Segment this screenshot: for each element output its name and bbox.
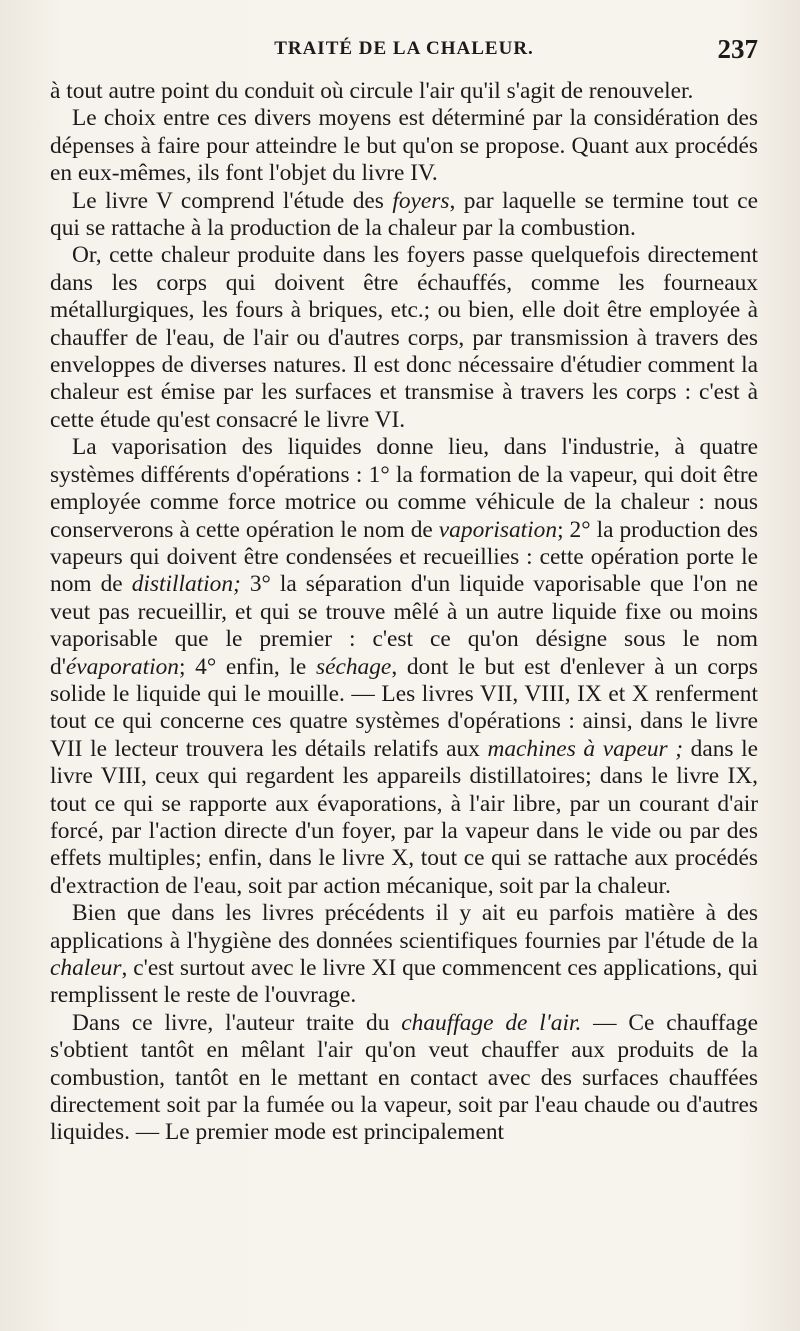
paragraph <box>50 78 758 105</box>
text-run: Le livre V comprend l'étude des <box>72 187 393 214</box>
italic-text: évaporation <box>65 653 179 680</box>
text-run: Le choix entre ces divers moyens est déterminé par la considération des dépenses à faire pour atteindre le but qu'on se propose. Quant aux procédés en eux-mêmes, ils font l'objet du livre IV. <box>50 105 758 187</box>
italic-text: foyers <box>392 187 450 214</box>
text-run: — Ce chauffage s'obtient tantôt en mêlant l'air qu'on veut chauffer aux produits de la combustion, tantôt en le mettant en contact avec des surfaces chauffées directement soit par la fumée ou la vapeur, soit par l'eau chaude ou d'autres liquides. — Le premier mode est principalement <box>50 1009 759 1146</box>
text-run: , dont le but est d'enlever à un corps solide le liquide qui le mouille. — Les livres VII, VIII, IX et X renferment tout ce qui concerne ces quatre systèmes d'opérations : ainsi, dans le livre VII le lecteur trouvera les détails relatifs aux <box>50 653 758 762</box>
body-text <box>50 78 758 1147</box>
text-run: , par laquelle se termine tout ce qui se rattache à la production de la chaleur par la combustion. <box>50 187 758 242</box>
paragraph <box>50 105 758 187</box>
page-header <box>50 34 758 78</box>
paragraph <box>50 188 758 243</box>
paragraph <box>50 434 758 900</box>
text-run: Dans ce livre, l'auteur traite du <box>72 1009 402 1036</box>
italic-text: chauffage de l'air. <box>401 1009 582 1036</box>
italic-text: vaporisation <box>438 516 558 543</box>
italic-text: séchage <box>315 653 392 680</box>
text-run: La vaporisation des liquides donne lieu, dans l'industrie, à quatre systèmes différents d'opérations : 1° la formation de la vapeur, qui doit être employée comme force motrice ou comme véhicule de la chaleur : nous conserverons à cette opération le nom de <box>50 434 758 543</box>
paragraph <box>50 242 758 434</box>
italic-text: distillation; <box>131 571 241 598</box>
italic-text: machines à vapeur ; <box>487 735 684 762</box>
italic-text: chaleur <box>50 955 122 981</box>
page-number: 237 <box>717 34 758 64</box>
text-run: ; 2° la production des vapeurs qui doivent être condensées et recueillies : cette opération porte le nom de <box>50 516 758 598</box>
running-title: TRAITÉ DE LA CHALEUR. <box>274 38 534 59</box>
text-run: dans le livre VIII, ceux qui regardent les appareils distillatoires; dans le livre IX, tout ce qui se rapporte aux évaporations, à l'air libre, par un courant d'air forcé, par l'action directe d'un foyer, par la vapeur dans le vide ou par des effets multiples; enfin, dans le livre X, tout ce qui se rattache aux procédés d'extraction de l'eau, soit par action mécanique, soit par la chaleur. <box>50 735 758 899</box>
text-run: 3° la séparation d'un liquide vaporisable que l'on ne veut pas recueillir, et qui se trouve mêlé à un autre liquide fixe ou moins vaporisable que le premier : c'est ce qu'on désigne sous le nom d' <box>50 571 759 680</box>
text-run: ; 4° enfin, le <box>178 653 316 680</box>
text-run: Or, cette chaleur produite dans les foyers passe quelquefois directement dans les corps qui doivent être échauffés, comme les fourneaux métallurgiques, les fours à briques, etc.; ou bien, elle doit être employée à chauffer de l'eau, de l'air ou d'autres corps, par transmission à travers des enveloppes de diverses natures. Il est donc nécessaire d'étudier comment la chaleur est émise par les surfaces et transmise à travers les corps : c'est à cette étude qu'est consacré le livre VI. <box>50 242 758 433</box>
paragraph <box>50 1010 758 1147</box>
text-run: Bien que dans les livres précédents il y ait eu parfois matière à des applications à l'hygiène des données scientifiques fournies par l'étude de la <box>50 900 758 954</box>
text-run: , c'est surtout avec le livre XI que commencent ces applications, qui remplissent le reste de l'ouvrage. <box>50 955 758 1009</box>
paragraph <box>50 900 758 1010</box>
text-run: à tout autre point du conduit où circule l'air qu'il s'agit de renouveler. <box>50 78 694 104</box>
